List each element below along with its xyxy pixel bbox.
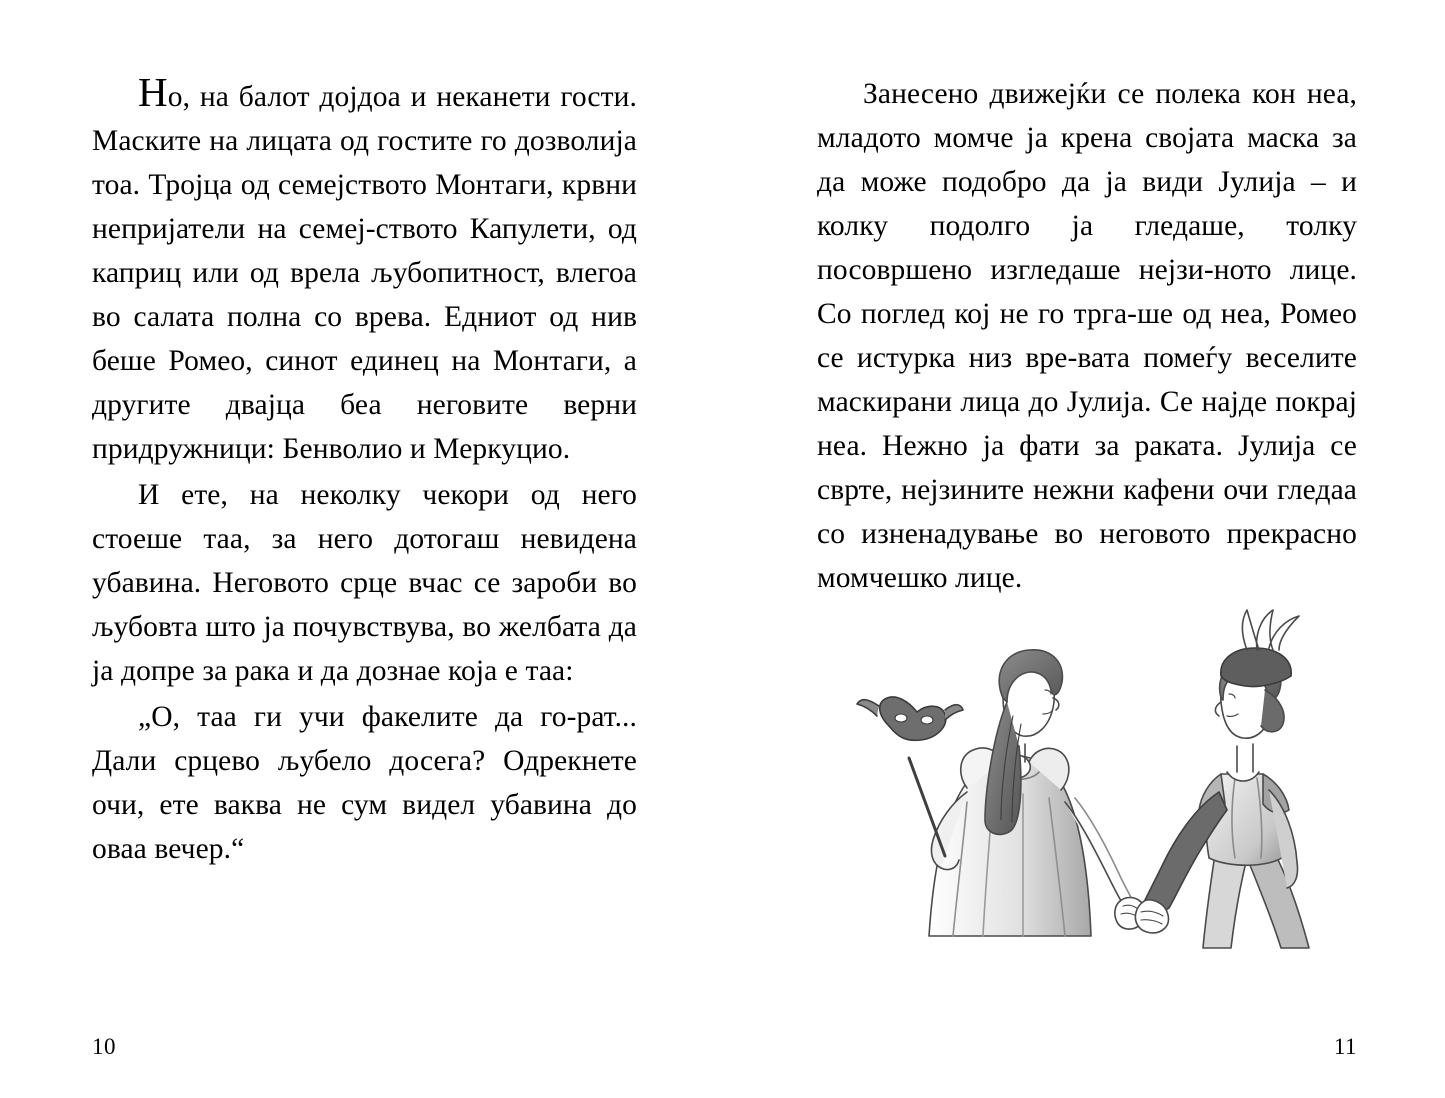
page-right — [722, 0, 1445, 1098]
paragraph — [92, 69, 637, 471]
paragraph-text: о, на балот дојдоа и неканети гости. Маските на лицата од гостите го дозволија тоа. Тројца од семејството Монтаги, крвни непријатели на семеј-ството Капулети, од каприц или од врела љубопитност, влегоа во салата полна со врева. Едниот од нив беше Ромео, синот единец на Монтаги, а другите двајца беа неговите верни придружници: Бенволио и Меркуцио. — [92, 81, 637, 465]
romeo-and-juliet-masked-ball-illustration — [817, 606, 1357, 966]
paragraph: Занесено движејќи се полека кон неа, младото момче ја крена својата маска за да може подобро да ја види Јулија – и колку подолго ја гледаше, толку посовршено изгледаше нејзи-ното лице. Со поглед кој не го трга-ше од неа, Ромео се истурка низ вре-вата помеѓу веселите маскирани лица до Јулија. Се најде покрај неа. Нежно ја фати за раката. Јулија се сврте, нејзините нежни кафени очи гледаа со изненадување во неговото прекрасно момчешко лице. — [817, 78, 1357, 594]
page-number-right: 11 — [1333, 1034, 1357, 1059]
page-left — [0, 0, 722, 1098]
left-page-text-column — [92, 69, 637, 871]
right-page-text-column — [817, 72, 1357, 600]
paragraph: „О, таа ги учи факелите да го-рат... Дали срцево љубело досега? Одрекнете очи, ете ваква не сум видел убавина до оваа вечер.“ — [92, 701, 637, 865]
page-number-left: 10 — [92, 1034, 116, 1059]
drop-cap: Н — [138, 69, 168, 115]
paragraph: И ете, на неколку чекори од него стоеше таа, за него дотогаш невидена убавина. Неговото срце вчас се зароби во љубовта што ја почувствува, во желбата да ја допре за рака и да дознае која е таа: — [92, 479, 637, 687]
